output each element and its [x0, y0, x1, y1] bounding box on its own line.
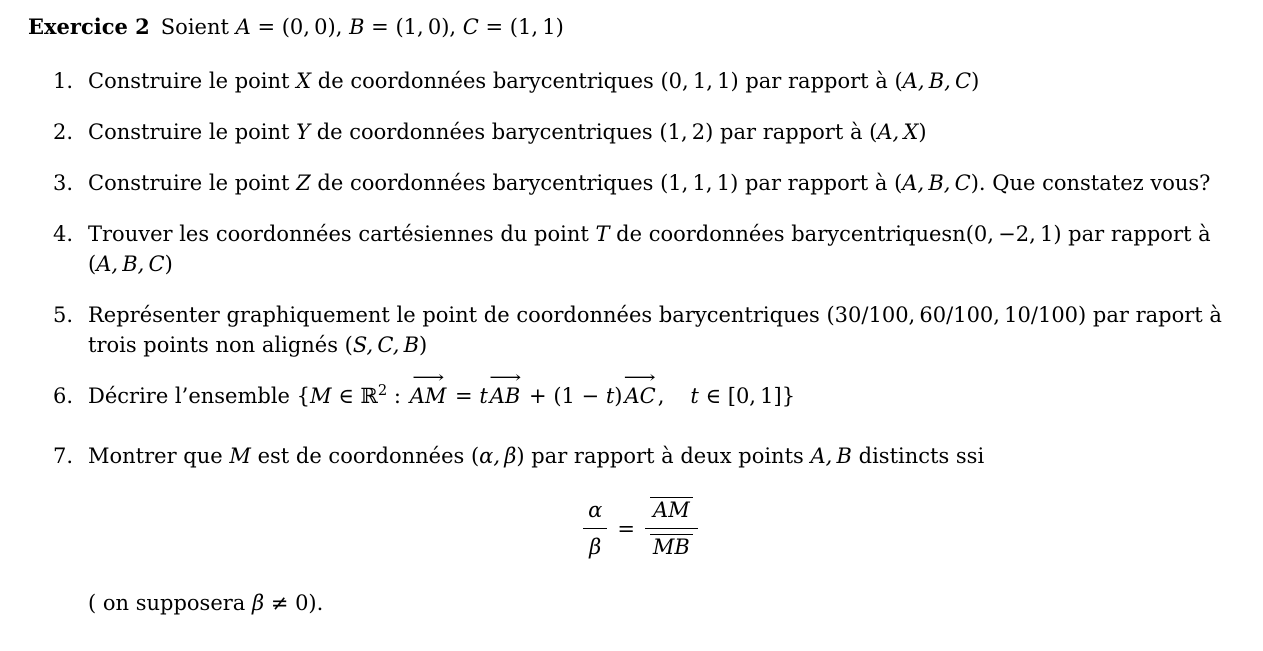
text-segment: ( on supposera [88, 591, 252, 615]
rhs-numerator [645, 495, 698, 529]
item-4 [28, 219, 1253, 279]
text-segment: : [387, 384, 408, 408]
math-symbol: A, B [810, 444, 852, 468]
item-5 [28, 300, 1253, 360]
text-segment: , [657, 384, 665, 408]
text-segment: Représenter graphiquement le point de coordonnées barycentriques (30/100, 60/100, 10/100) par raport à [88, 303, 1222, 327]
math-symbol: Z [296, 171, 311, 195]
math-symbol: B [349, 15, 365, 39]
item-text [88, 117, 1253, 147]
item-text [88, 66, 1253, 96]
rhs-fraction [645, 495, 698, 562]
text-segment: de coordonnées barycentriques (1, 2) par rapport à ( [310, 120, 878, 144]
lhs-denominator: β [589, 535, 602, 559]
text-segment: Construire le point [88, 120, 297, 144]
math-symbol: t [690, 384, 699, 408]
text-segment: ) [918, 120, 927, 144]
item-text [88, 300, 1253, 360]
text-segment: = [448, 384, 480, 408]
math-symbol: t [605, 384, 615, 408]
item-number: 2. [52, 120, 73, 144]
text-segment: ( [88, 252, 97, 276]
equals-sign: = [617, 516, 635, 541]
header-text: = (0, 0), [250, 15, 350, 39]
vector-arrow-icon: ⟶ [411, 367, 445, 388]
math-symbol: β [251, 591, 265, 615]
math-symbol: Y [296, 120, 311, 144]
item-number: 6. [52, 384, 73, 408]
math-symbol: ∈ [0, 1]} [698, 384, 796, 408]
text-segment: Montrer que [88, 444, 230, 468]
text-segment: Construire le point [88, 69, 297, 93]
vector-AB [489, 367, 522, 411]
item-number: 3. [52, 171, 73, 195]
footnote [88, 588, 1253, 618]
rhs-denominator [645, 529, 698, 562]
text-segment: de coordonnées barycentriquesn(0, −2, 1) par rapport à [609, 222, 1211, 246]
header-text: = (1, 1) [478, 15, 564, 39]
exercise-header [28, 12, 1253, 42]
overline-MB: MB [650, 534, 693, 560]
math-symbol: A, X [877, 120, 919, 144]
header-text: = (1, 0), [364, 15, 463, 39]
math-symbol: M [310, 384, 332, 408]
math-symbol: t [479, 384, 488, 408]
text-segment: est de coordonnées ( [250, 444, 480, 468]
text-segment: ). Que constatez vous? [970, 171, 1211, 195]
text-segment: ) par rapport à deux points [516, 444, 811, 468]
text-segment: ) [164, 252, 173, 276]
vector-arrow-icon: ⟶ [489, 367, 522, 388]
item-text [88, 441, 1253, 471]
math-symbol: M [229, 444, 251, 468]
text-segment: distincts ssi [851, 444, 985, 468]
text-segment: ≠ 0). [264, 591, 324, 615]
item-number: 7. [52, 444, 73, 468]
math-symbol: A [235, 15, 251, 39]
math-symbol: AB [489, 384, 521, 408]
equation-block [28, 495, 1253, 562]
text-segment: ) [971, 69, 980, 93]
item-text [88, 219, 1253, 279]
item-7 [28, 441, 1253, 471]
text-segment: Construire le point [88, 171, 297, 195]
text-segment: ) [614, 384, 623, 408]
text-segment: trois points non alignés ( [88, 333, 353, 357]
math-symbol: S, C, B [352, 333, 420, 357]
vector-AM [409, 367, 447, 411]
text-segment: + (1 − [522, 384, 606, 408]
text-segment: ) [419, 333, 428, 357]
math-symbol: A, B, C [902, 69, 972, 93]
text-segment: de coordonnées barycentriques (1, 1, 1) par rapport à ( [310, 171, 903, 195]
header-text: Soient [160, 15, 236, 39]
math-symbol: X [296, 69, 312, 93]
text-segment: de coordonnées barycentriques (0, 1, 1) par rapport à ( [311, 69, 903, 93]
math-symbol: AC [624, 384, 656, 408]
item-text [88, 367, 1253, 411]
math-symbol: α, β [479, 444, 517, 468]
item-text [88, 168, 1253, 198]
item-number: 5. [52, 303, 73, 327]
math-symbol: A, B, C [96, 252, 165, 276]
item-3 [28, 168, 1253, 198]
math-symbol: A, B, C [902, 171, 971, 195]
lhs-fraction [583, 495, 607, 562]
math-symbol: AM [409, 384, 447, 408]
math-symbol: ∈ ℝ [331, 384, 378, 408]
lhs-numerator: α [583, 495, 607, 529]
text-segment: Trouver les coordonnées cartésiennes du point [88, 222, 596, 246]
math-symbol: C [462, 15, 479, 39]
overline-AM: AM [650, 497, 693, 523]
item-2 [28, 117, 1253, 147]
item-number: 4. [52, 222, 73, 246]
item-1 [28, 66, 1253, 96]
text-segment: Décrire l’ensemble { [88, 384, 311, 408]
vector-arrow-icon: ⟶ [624, 367, 657, 388]
item-number: 1. [52, 69, 73, 93]
vector-AC [624, 367, 657, 411]
math-symbol: T [595, 222, 610, 246]
item-6 [28, 367, 1253, 411]
superscript: 2 [377, 382, 388, 399]
exercise-title: Exercice 2 [28, 14, 150, 39]
